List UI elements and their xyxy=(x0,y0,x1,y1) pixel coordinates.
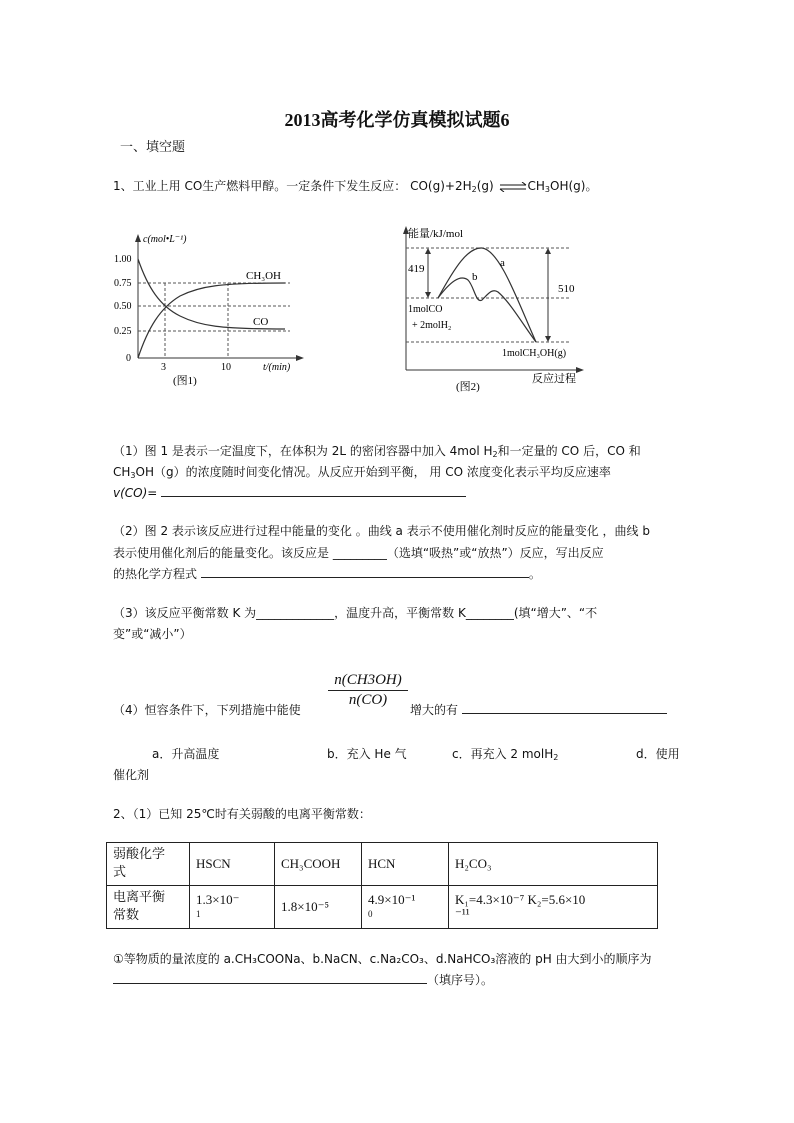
q1-part2-line3: 的热化学方程式 。 xyxy=(113,564,541,584)
q1-part1-line1: （1）图 1 是表示一定温度下，在体积为 2L 的密闭容器中加入 4mol $H_2$和一定量的 CO 后，CO 和 xyxy=(113,444,641,459)
figure-1-concentration-chart xyxy=(110,228,310,393)
table-row xyxy=(107,843,658,886)
fig2-reactant-h2: + 2molH₂ xyxy=(412,320,452,331)
fig1-xtick: 10 xyxy=(221,362,231,373)
table-cell: 1.8×10⁻⁵ xyxy=(275,886,362,929)
answer-blank-rate[interactable] xyxy=(161,483,466,497)
fig2-caption: (图2) xyxy=(456,381,480,393)
option-d-cont: 催化剂 xyxy=(113,768,150,782)
q2-question-line2: （填序号）。 xyxy=(113,970,493,990)
fig2-value-510: 510 xyxy=(558,283,575,295)
table-cell: 4.9×10⁻¹ 0 xyxy=(362,886,449,929)
q2-question-line1: ①等物质的量浓度的 a.CH₃COONa、b.NaCN、c.Na₂CO₃、d.NaHCO₃溶液的 pH 由大到小的顺序为 xyxy=(113,952,652,966)
fig1-xlabel: t/(min) xyxy=(263,362,291,373)
table-cell: H₂CO₃ xyxy=(449,843,658,886)
option-c: c．再充入 2 molH$_2$ xyxy=(452,747,559,762)
figure-2-energy-diagram xyxy=(400,222,600,397)
table-cell: HCN xyxy=(362,843,449,886)
fig1-series-co: CO xyxy=(253,316,269,328)
answer-blank-measures[interactable] xyxy=(462,700,667,714)
fig1-ytick: 1.00 xyxy=(114,254,132,265)
option-a: a．升高温度 xyxy=(152,747,220,761)
table-cell: 弱酸化学 式 xyxy=(107,843,190,886)
q1-part1-line2: $CH_3OH(g)$的浓度随时间变化情况。从反应开始到平衡， 用 CO 浓度变化表示平均反应速率 xyxy=(113,465,611,480)
table-row xyxy=(107,886,658,929)
answer-blank-equation[interactable] xyxy=(201,564,529,578)
fraction xyxy=(328,672,408,709)
q1-part4-text: （4）恒容条件下，下列措施中能使 xyxy=(113,703,301,717)
fig1-xtick: 3 xyxy=(161,362,166,373)
question-2-stem: 2、（1）已知 25℃时有关弱酸的电离平衡常数： xyxy=(113,807,371,821)
q1-part3-line1: （3）该反应平衡常数 K 为_____________，温度升高，平衡常数 K________(填“增大”、“不 xyxy=(113,606,598,620)
q1-part3-line2: 变”或“减小”） xyxy=(113,627,192,641)
equilibrium-arrow-icon xyxy=(498,182,528,192)
fig2-curve-b-label: b xyxy=(472,271,478,283)
fig2-curve-a-label: a xyxy=(500,257,505,269)
table-cell: 电离平衡 常数 xyxy=(107,886,190,929)
page-title: 2013高考化学仿真模拟试题6 xyxy=(284,110,510,130)
fig1-ylabel: c(mol•L⁻¹) xyxy=(143,234,187,245)
fig1-caption: (图1) xyxy=(173,375,197,387)
section-heading: 一、填空题 xyxy=(120,140,186,155)
fig2-ylabel: 能量/kJ/mol xyxy=(408,228,464,240)
fig2-product: 1molCH₃OH(g) xyxy=(502,348,567,359)
q1-part2-line2: 表示使用催化剂后的能量变化。该反应是 _________（选填“吸热”或“放热”）反应，写出反应 xyxy=(113,546,604,560)
fig1-ytick: 0.25 xyxy=(114,326,132,337)
fraction-denominator: n(CO) xyxy=(348,692,388,708)
fig2-reactant-co: 1molCO xyxy=(408,304,443,315)
table-cell: HSCN xyxy=(190,843,275,886)
option-d: d．使用 xyxy=(636,747,680,761)
answer-blank-ph-order[interactable] xyxy=(113,970,427,984)
table-cell: 1.3×10⁻ 1 xyxy=(190,886,275,929)
table-cell: K₁=4.3×10⁻⁷ K₂=5.6×10 ⁻¹¹ xyxy=(449,886,658,929)
fig1-ytick: 0 xyxy=(126,353,131,364)
fig1-ytick: 0.50 xyxy=(114,301,132,312)
option-b: b．充入 He 气 xyxy=(327,747,407,761)
fig1-ytick: 0.75 xyxy=(114,278,132,289)
fig2-value-419: 419 xyxy=(408,263,425,275)
q1-part4-text-2: 增大的有 xyxy=(410,700,667,720)
question-1-stem: 1、工业上用 CO生产燃料甲醇。一定条件下发生反应： $CO(g)+2H_2(g)$ $CH_3OH(g)$。 xyxy=(113,179,598,194)
q1-part1-line3: v(CO)= xyxy=(113,483,466,503)
fig2-xlabel: 反应过程 xyxy=(532,373,576,385)
acid-constants-table xyxy=(106,842,658,929)
q1-part2-line1: （2）图 2 表示该反应进行过程中能量的变化 。曲线 a 表示不使用催化剂时反应的能量变化 ，曲线 b xyxy=(113,524,650,538)
fraction-numerator: n(CH3OH) xyxy=(328,672,408,691)
fig1-series-ch3oh: CH₃OH xyxy=(246,270,282,282)
table-cell: CH₃COOH xyxy=(275,843,362,886)
